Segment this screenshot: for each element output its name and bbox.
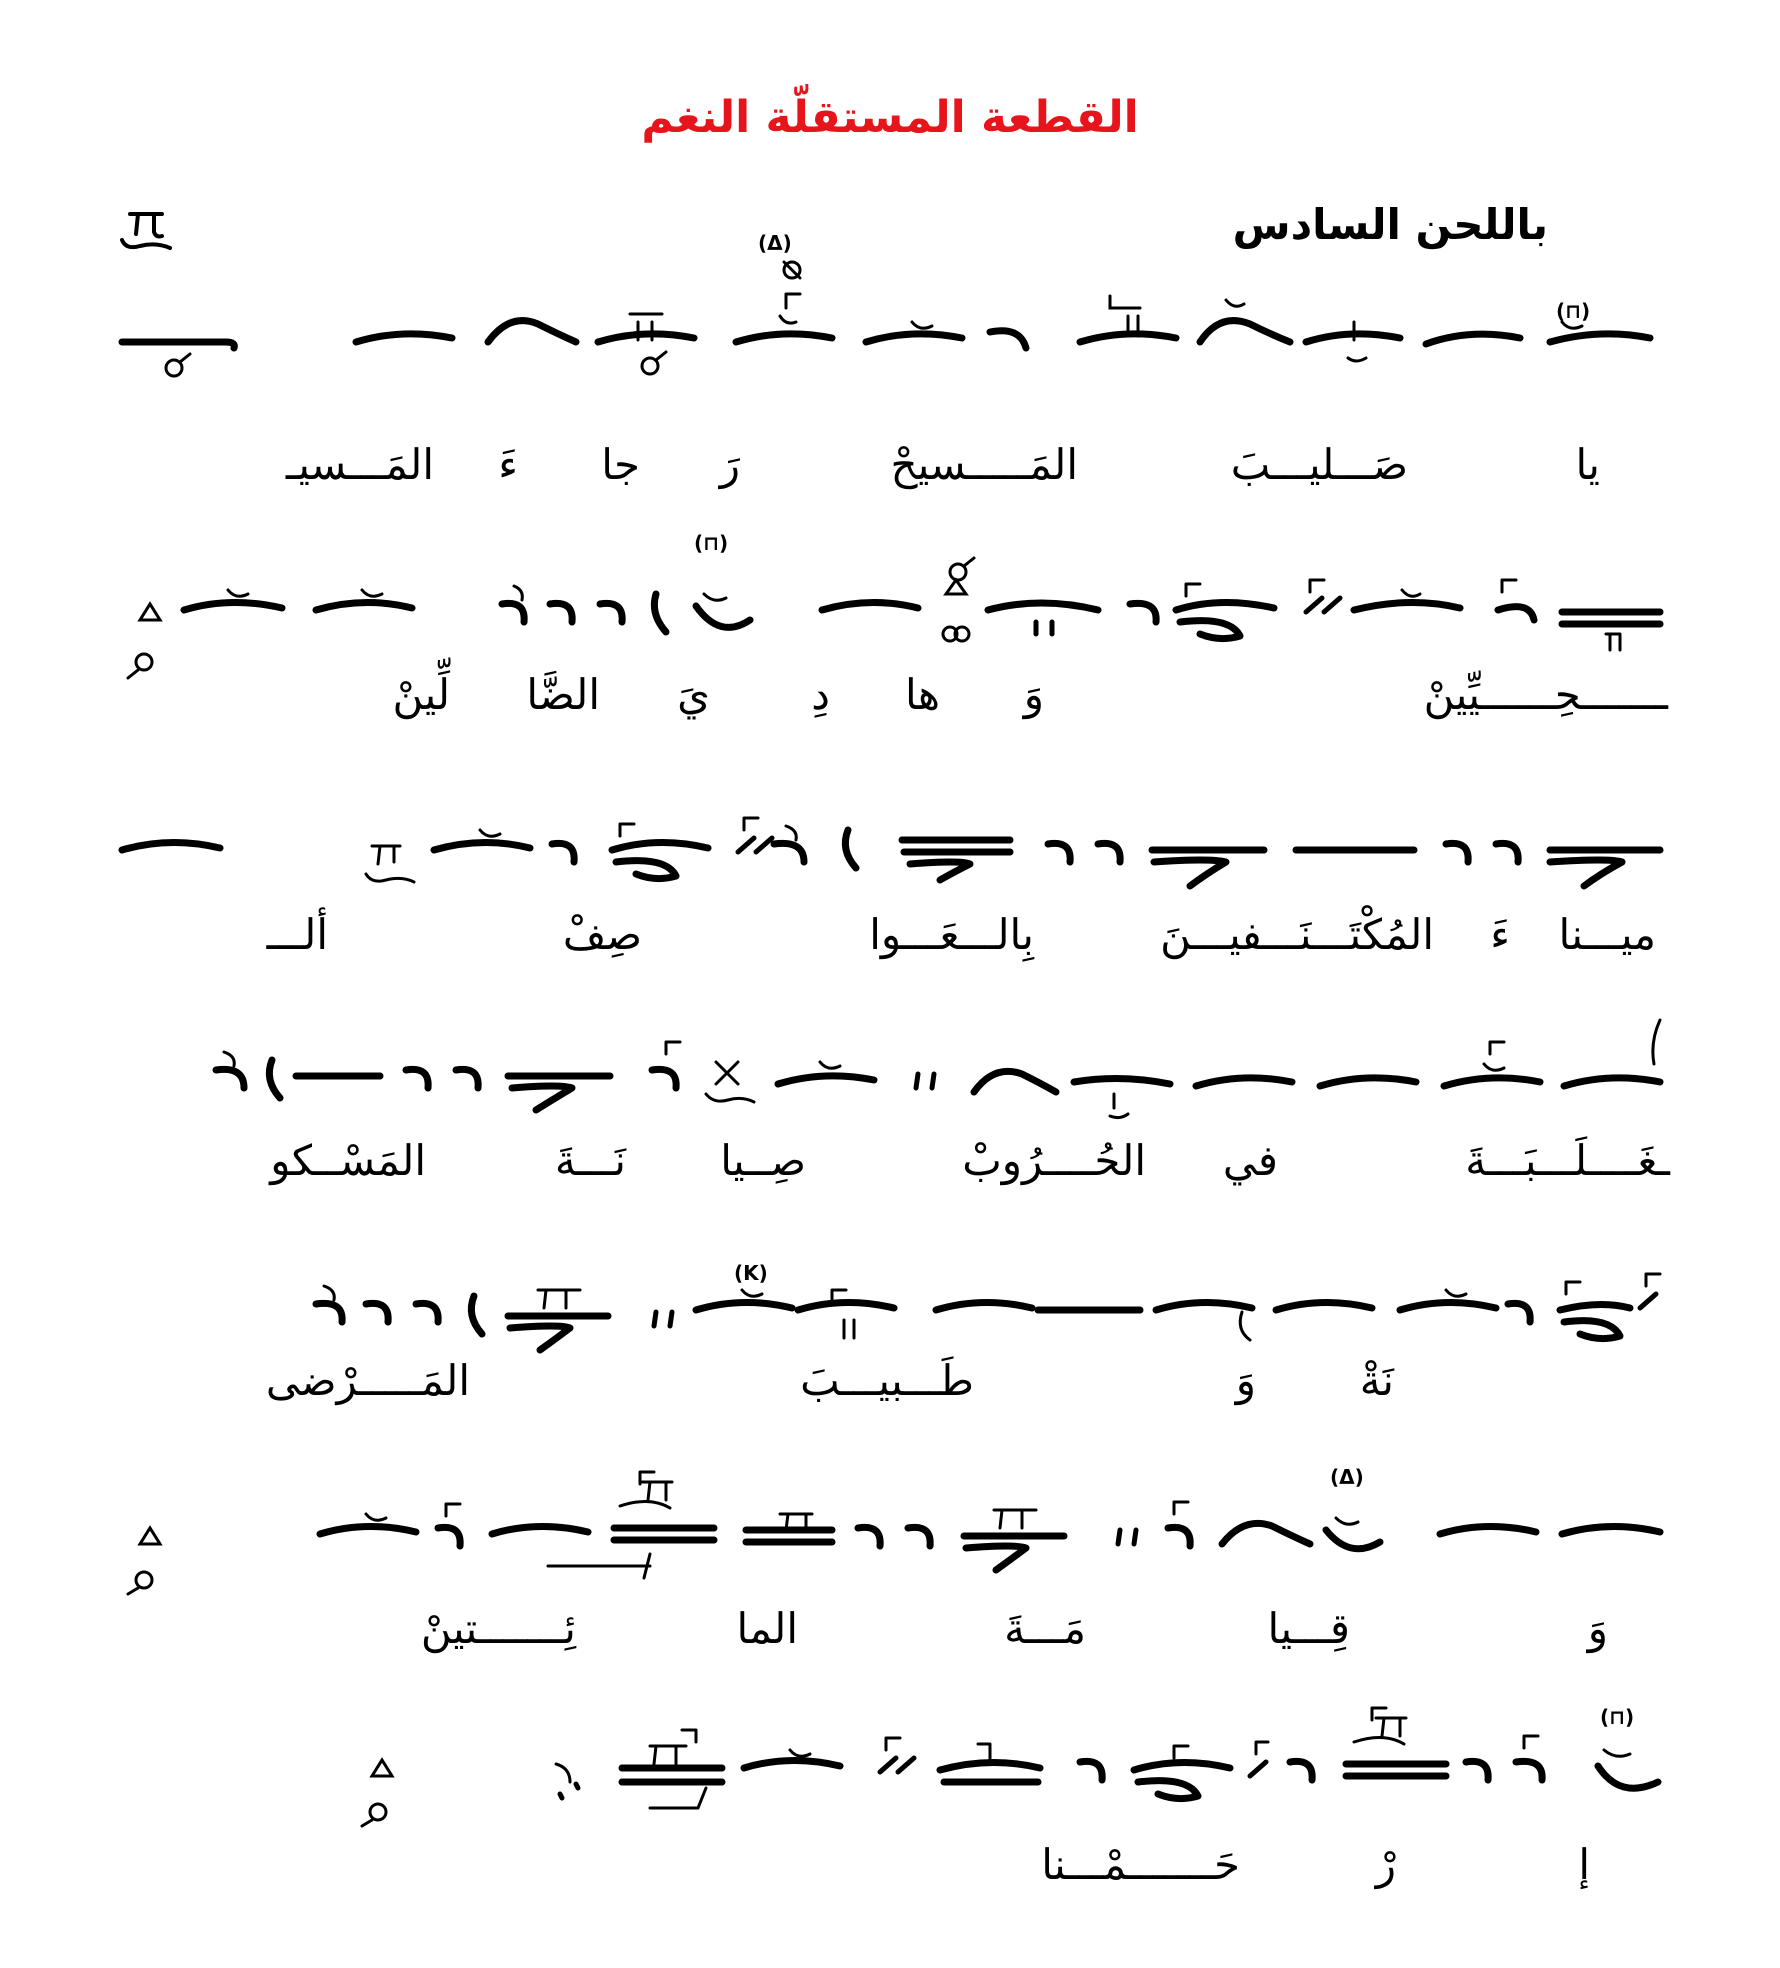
neume xyxy=(778,1062,874,1084)
neume xyxy=(1080,296,1176,342)
neume xyxy=(508,1290,608,1350)
neume xyxy=(216,1052,244,1088)
neume xyxy=(1156,1302,1252,1310)
neume xyxy=(964,1510,1064,1570)
neume xyxy=(556,1764,578,1798)
neume xyxy=(1306,322,1400,361)
neume xyxy=(1564,1020,1660,1086)
neume-annotation: (Δ) xyxy=(1330,1465,1364,1489)
neume xyxy=(988,603,1098,634)
lyric-syllable: المَـــسيـ xyxy=(285,440,434,489)
neume xyxy=(845,830,856,868)
neume-annotation: (Δ) xyxy=(758,231,792,255)
lyric-syllable: لِّينْ xyxy=(392,670,450,719)
neume xyxy=(654,594,666,632)
neume xyxy=(916,1074,934,1088)
neume xyxy=(1118,1530,1136,1544)
neume xyxy=(654,1312,672,1326)
neume xyxy=(508,1076,610,1110)
lyric-syllable: المَسْــكو xyxy=(270,1136,426,1185)
neume xyxy=(416,1303,438,1322)
tone-heading: باللحن السادس xyxy=(1232,200,1548,249)
neume xyxy=(362,1760,392,1826)
neume-staff-line-3 xyxy=(110,800,1670,920)
neume-staff-line-1 xyxy=(110,231,1670,382)
neume xyxy=(1400,1290,1496,1310)
lyric-syllable: إ xyxy=(1578,1840,1590,1889)
neume xyxy=(1466,1761,1488,1780)
neume xyxy=(1200,300,1290,342)
neume-staff-line-6 xyxy=(110,1465,1670,1590)
neume xyxy=(1426,334,1520,344)
lyric-syllable: المَـــــسيحْ xyxy=(890,440,1078,489)
neume xyxy=(744,1750,840,1768)
lyrics-line-3 xyxy=(110,910,1670,990)
neume xyxy=(746,1514,832,1542)
neume-annotation: (⊓) xyxy=(1600,1705,1635,1729)
neume xyxy=(456,1069,478,1088)
neume xyxy=(1240,1312,1250,1340)
lyric-syllable: المُكْتَـــنَـــفيـــنَ xyxy=(1160,910,1434,959)
neume xyxy=(738,818,772,852)
neume xyxy=(122,342,234,376)
neume xyxy=(902,840,1010,880)
neume xyxy=(128,1528,160,1594)
neume xyxy=(1306,580,1340,612)
neume xyxy=(974,1071,1056,1092)
lyrics-line-4 xyxy=(110,1136,1670,1216)
lyrics-line-1 xyxy=(110,440,1670,520)
neume-annotation: (⊓) xyxy=(1556,299,1591,323)
lyric-syllable: ءَ xyxy=(498,440,518,489)
neume xyxy=(1640,1274,1660,1308)
neume xyxy=(1152,850,1264,886)
lyric-syllable: صِفْ xyxy=(562,910,642,959)
neume xyxy=(858,1527,880,1546)
lyric-syllable: الحُــــرُوبْ xyxy=(962,1136,1146,1185)
neume xyxy=(552,843,574,862)
neume xyxy=(1048,843,1070,862)
neume xyxy=(1516,1736,1542,1780)
neume xyxy=(1496,843,1518,862)
neume xyxy=(1250,1742,1268,1776)
lyric-syllable: يَ xyxy=(677,670,710,719)
neume xyxy=(366,846,414,882)
neume xyxy=(1508,1303,1530,1322)
neume xyxy=(1354,590,1460,610)
neume xyxy=(1346,1708,1446,1776)
neume xyxy=(880,1738,914,1772)
neume xyxy=(908,1527,930,1546)
neume xyxy=(774,826,804,862)
neume xyxy=(622,1730,722,1808)
neume xyxy=(1562,1526,1660,1534)
lyric-syllable: وَ xyxy=(1587,1604,1608,1653)
neume xyxy=(1098,843,1120,862)
neume xyxy=(122,842,220,850)
lyric-syllable: وَ xyxy=(1023,670,1044,719)
lyric-syllable: ـغَــــلَـــبَـــةَ xyxy=(1465,1136,1670,1185)
lyric-syllable: ءَ xyxy=(1490,910,1510,959)
neume xyxy=(488,321,576,342)
lyric-syllable: ألـــ xyxy=(266,910,328,959)
neume xyxy=(1444,1042,1540,1086)
neume xyxy=(434,830,530,850)
lyric-syllable: المَـــــرْضى xyxy=(265,1356,470,1405)
lyric-syllable: رْ xyxy=(1375,1840,1396,1889)
neume xyxy=(936,1302,1032,1310)
neume xyxy=(736,294,832,342)
neume-staff-line-2 xyxy=(110,531,1670,680)
neume-staff-line-7 xyxy=(110,1705,1670,1832)
neume xyxy=(1276,1302,1372,1310)
lyric-syllable: الضَّا xyxy=(526,670,600,719)
neume xyxy=(548,1472,714,1578)
neume xyxy=(1080,1761,1102,1780)
neume-annotation: (⊓) xyxy=(694,531,729,555)
neume xyxy=(316,1286,342,1322)
lyric-syllable: قِـــيا xyxy=(1267,1604,1350,1653)
neume xyxy=(600,603,622,622)
lyric-syllable: مَـــةَ xyxy=(1004,1604,1086,1653)
neume xyxy=(1196,1078,1292,1086)
neume xyxy=(320,1514,416,1534)
neume xyxy=(269,1060,280,1098)
lyric-syllable: نَـــةَ xyxy=(554,1136,626,1185)
lyric-syllable: ئِـــــــتينْ xyxy=(420,1604,576,1653)
neume xyxy=(822,602,918,610)
neume xyxy=(612,824,708,879)
lyric-syllable: صِــيا xyxy=(720,1136,806,1185)
neume xyxy=(943,558,974,641)
lyric-syllable: بِالـــعَـــوا xyxy=(869,910,1034,959)
lyric-syllable: نَةْ xyxy=(1359,1356,1394,1405)
neume xyxy=(652,1042,680,1088)
neume xyxy=(1074,1078,1170,1117)
lyric-syllable: رَ xyxy=(719,440,740,489)
tone-sign-icon xyxy=(116,196,176,256)
neume xyxy=(356,334,452,342)
neume xyxy=(1130,603,1156,622)
neume xyxy=(406,1069,428,1088)
lyric-syllable: حَـــــــمْـــنا xyxy=(1041,1840,1240,1889)
lyric-syllable: ـــــــحِــــــيِّينْ xyxy=(1423,670,1668,719)
neume xyxy=(798,1290,894,1338)
neume xyxy=(940,1744,1040,1782)
neume xyxy=(550,603,572,622)
neume xyxy=(696,594,750,627)
lyric-syllable: ها xyxy=(905,670,940,719)
neume xyxy=(1550,322,1650,342)
neume xyxy=(598,314,694,374)
neume xyxy=(316,590,412,610)
neume xyxy=(1562,612,1660,650)
neume xyxy=(184,590,282,610)
neume xyxy=(1134,1746,1230,1799)
lyric-syllable: في xyxy=(1222,1136,1278,1185)
neume xyxy=(471,1296,482,1334)
lyrics-line-2 xyxy=(110,670,1670,750)
neume xyxy=(1446,843,1468,862)
lyric-syllable: ميـــنا xyxy=(1558,910,1656,959)
neume xyxy=(128,604,160,678)
lyric-syllable: صَـــليـــبَ xyxy=(1230,440,1408,489)
lyric-syllable: طَـــبيـــبَ xyxy=(800,1356,974,1405)
lyrics-line-6 xyxy=(110,1604,1670,1684)
neume-staff-line-4 xyxy=(110,1012,1670,1132)
neume xyxy=(1598,1750,1658,1788)
lyrics-line-7 xyxy=(110,1840,1670,1920)
lyric-syllable: الما xyxy=(736,1604,798,1653)
lyrics-line-5 xyxy=(110,1356,1670,1436)
neume xyxy=(1440,1526,1536,1534)
lyric-syllable: وَ xyxy=(1235,1356,1256,1405)
neume xyxy=(1168,1502,1190,1546)
neume xyxy=(706,1062,754,1102)
neume xyxy=(1222,1523,1310,1544)
neume xyxy=(1560,1282,1630,1339)
neume xyxy=(1498,580,1534,620)
neume xyxy=(1326,1518,1380,1549)
neume xyxy=(696,1290,792,1310)
neume xyxy=(990,331,1026,348)
page-title: القطعة المستقلّة النغم xyxy=(641,92,1139,143)
neume xyxy=(492,1526,588,1534)
neume xyxy=(438,1504,460,1546)
neume xyxy=(1550,850,1660,886)
lyric-syllable: يا xyxy=(1575,440,1600,489)
neume xyxy=(366,1303,388,1322)
neume xyxy=(1290,1761,1312,1780)
neume xyxy=(1176,584,1274,639)
neume xyxy=(866,322,962,342)
neume xyxy=(784,262,800,278)
neume xyxy=(1320,1078,1416,1086)
neume-annotation: (K) xyxy=(734,1261,768,1285)
neume xyxy=(502,586,524,622)
lyric-syllable: جا xyxy=(601,440,640,489)
lyric-syllable: دِ xyxy=(811,670,830,719)
